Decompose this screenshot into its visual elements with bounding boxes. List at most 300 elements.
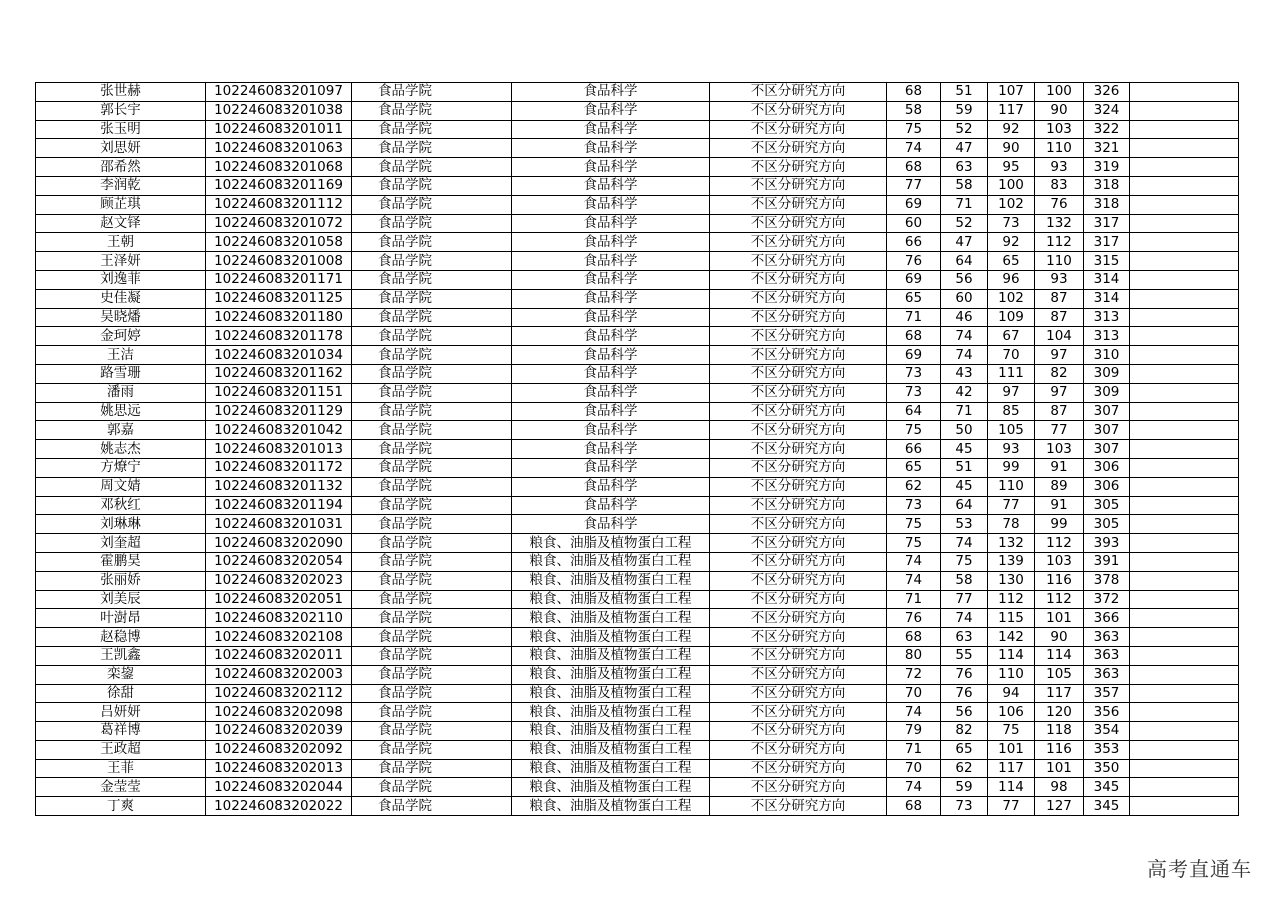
exam-id-cell: 102246083201034 xyxy=(206,346,352,365)
college-cell: 食品学院 xyxy=(352,139,512,158)
major-cell: 粮食、油脂及植物蛋白工程 xyxy=(512,778,710,797)
college-cell: 食品学院 xyxy=(352,83,512,102)
score-subject2-cell: 117 xyxy=(1035,684,1084,703)
exam-id-cell: 102246083201171 xyxy=(206,270,352,289)
score-language-cell: 58 xyxy=(941,176,988,195)
major-cell: 食品科学 xyxy=(512,252,710,271)
table-row xyxy=(36,289,1239,308)
college-cell: 食品学院 xyxy=(352,233,512,252)
total-score-cell: 313 xyxy=(1084,308,1130,327)
college-cell: 食品学院 xyxy=(352,252,512,271)
major-cell: 食品科学 xyxy=(512,327,710,346)
name-cell: 栾鋆 xyxy=(36,665,206,684)
score-subject1-cell: 106 xyxy=(988,703,1035,722)
score-subject2-cell: 76 xyxy=(1035,195,1084,214)
table-row xyxy=(36,477,1239,496)
score-language-cell: 62 xyxy=(941,759,988,778)
score-language-cell: 47 xyxy=(941,233,988,252)
table-row xyxy=(36,590,1239,609)
major-cell: 食品科学 xyxy=(512,233,710,252)
note-cell xyxy=(1130,120,1239,139)
exam-id-cell: 102246083202098 xyxy=(206,703,352,722)
table-row xyxy=(36,440,1239,459)
name-cell: 叶澍昂 xyxy=(36,609,206,628)
score-politics-cell: 79 xyxy=(887,722,941,741)
table-row xyxy=(36,496,1239,515)
table-row xyxy=(36,270,1239,289)
college-cell: 食品学院 xyxy=(352,609,512,628)
score-politics-cell: 72 xyxy=(887,665,941,684)
score-politics-cell: 65 xyxy=(887,289,941,308)
score-language-cell: 56 xyxy=(941,703,988,722)
score-subject2-cell: 87 xyxy=(1035,308,1084,327)
score-politics-cell: 73 xyxy=(887,496,941,515)
total-score-cell: 354 xyxy=(1084,722,1130,741)
score-politics-cell: 70 xyxy=(887,759,941,778)
table-row xyxy=(36,458,1239,477)
major-cell: 食品科学 xyxy=(512,176,710,195)
major-cell: 粮食、油脂及植物蛋白工程 xyxy=(512,759,710,778)
score-politics-cell: 62 xyxy=(887,477,941,496)
score-subject1-cell: 96 xyxy=(988,270,1035,289)
score-language-cell: 56 xyxy=(941,270,988,289)
total-score-cell: 318 xyxy=(1084,195,1130,214)
score-politics-cell: 71 xyxy=(887,590,941,609)
research-direction-cell: 不区分研究方向 xyxy=(710,477,887,496)
major-cell: 食品科学 xyxy=(512,139,710,158)
exam-id-cell: 102246083201132 xyxy=(206,477,352,496)
score-subject1-cell: 99 xyxy=(988,458,1035,477)
table-row xyxy=(36,609,1239,628)
name-cell: 王凯鑫 xyxy=(36,646,206,665)
score-politics-cell: 76 xyxy=(887,252,941,271)
table-row xyxy=(36,421,1239,440)
score-subject1-cell: 107 xyxy=(988,83,1035,102)
table-row xyxy=(36,646,1239,665)
research-direction-cell: 不区分研究方向 xyxy=(710,364,887,383)
score-politics-cell: 64 xyxy=(887,402,941,421)
major-cell: 粮食、油脂及植物蛋白工程 xyxy=(512,609,710,628)
score-subject2-cell: 97 xyxy=(1035,383,1084,402)
total-score-cell: 314 xyxy=(1084,289,1130,308)
exam-id-cell: 102246083202110 xyxy=(206,609,352,628)
major-cell: 粮食、油脂及植物蛋白工程 xyxy=(512,740,710,759)
score-subject1-cell: 105 xyxy=(988,421,1035,440)
score-subject1-cell: 100 xyxy=(988,176,1035,195)
note-cell xyxy=(1130,778,1239,797)
note-cell xyxy=(1130,590,1239,609)
exam-id-cell: 102246083202003 xyxy=(206,665,352,684)
exam-id-cell: 102246083201068 xyxy=(206,158,352,177)
major-cell: 粮食、油脂及植物蛋白工程 xyxy=(512,571,710,590)
score-subject2-cell: 90 xyxy=(1035,628,1084,647)
name-cell: 路雪珊 xyxy=(36,364,206,383)
watermark-text: 高考直通车 xyxy=(1147,857,1252,881)
college-cell: 食品学院 xyxy=(352,628,512,647)
score-language-cell: 76 xyxy=(941,684,988,703)
score-subject2-cell: 103 xyxy=(1035,552,1084,571)
name-cell: 潘雨 xyxy=(36,383,206,402)
total-score-cell: 305 xyxy=(1084,515,1130,534)
table-row xyxy=(36,402,1239,421)
score-subject2-cell: 89 xyxy=(1035,477,1084,496)
exam-id-cell: 102246083202013 xyxy=(206,759,352,778)
score-language-cell: 45 xyxy=(941,477,988,496)
table-row xyxy=(36,740,1239,759)
score-subject2-cell: 114 xyxy=(1035,646,1084,665)
research-direction-cell: 不区分研究方向 xyxy=(710,402,887,421)
major-cell: 食品科学 xyxy=(512,383,710,402)
major-cell: 食品科学 xyxy=(512,440,710,459)
exam-id-cell: 102246083202011 xyxy=(206,646,352,665)
total-score-cell: 363 xyxy=(1084,646,1130,665)
research-direction-cell: 不区分研究方向 xyxy=(710,214,887,233)
total-score-cell: 366 xyxy=(1084,609,1130,628)
score-language-cell: 82 xyxy=(941,722,988,741)
college-cell: 食品学院 xyxy=(352,703,512,722)
total-score-cell: 305 xyxy=(1084,496,1130,515)
score-language-cell: 65 xyxy=(941,740,988,759)
college-cell: 食品学院 xyxy=(352,722,512,741)
note-cell xyxy=(1130,496,1239,515)
college-cell: 食品学院 xyxy=(352,759,512,778)
name-cell: 李润乾 xyxy=(36,176,206,195)
note-cell xyxy=(1130,176,1239,195)
table-row xyxy=(36,778,1239,797)
total-score-cell: 322 xyxy=(1084,120,1130,139)
score-language-cell: 52 xyxy=(941,214,988,233)
name-cell: 刘奎超 xyxy=(36,534,206,553)
college-cell: 食品学院 xyxy=(352,534,512,553)
research-direction-cell: 不区分研究方向 xyxy=(710,289,887,308)
major-cell: 食品科学 xyxy=(512,214,710,233)
note-cell xyxy=(1130,703,1239,722)
exam-id-cell: 102246083201180 xyxy=(206,308,352,327)
score-language-cell: 63 xyxy=(941,628,988,647)
college-cell: 食品学院 xyxy=(352,289,512,308)
total-score-cell: 307 xyxy=(1084,402,1130,421)
note-cell xyxy=(1130,571,1239,590)
research-direction-cell: 不区分研究方向 xyxy=(710,646,887,665)
total-score-cell: 345 xyxy=(1084,778,1130,797)
table-row xyxy=(36,327,1239,346)
exam-id-cell: 102246083201031 xyxy=(206,515,352,534)
score-subject1-cell: 97 xyxy=(988,383,1035,402)
major-cell: 食品科学 xyxy=(512,496,710,515)
college-cell: 食品学院 xyxy=(352,195,512,214)
note-cell xyxy=(1130,214,1239,233)
major-cell: 食品科学 xyxy=(512,346,710,365)
score-language-cell: 64 xyxy=(941,252,988,271)
score-language-cell: 52 xyxy=(941,120,988,139)
total-score-cell: 350 xyxy=(1084,759,1130,778)
total-score-cell: 326 xyxy=(1084,83,1130,102)
name-cell: 金莹莹 xyxy=(36,778,206,797)
note-cell xyxy=(1130,515,1239,534)
score-language-cell: 71 xyxy=(941,402,988,421)
major-cell: 粮食、油脂及植物蛋白工程 xyxy=(512,797,710,816)
score-politics-cell: 68 xyxy=(887,628,941,647)
score-subject2-cell: 112 xyxy=(1035,534,1084,553)
table-row xyxy=(36,364,1239,383)
total-score-cell: 318 xyxy=(1084,176,1130,195)
major-cell: 粮食、油脂及植物蛋白工程 xyxy=(512,552,710,571)
score-subject1-cell: 101 xyxy=(988,740,1035,759)
score-politics-cell: 68 xyxy=(887,83,941,102)
score-politics-cell: 66 xyxy=(887,233,941,252)
exam-id-cell: 102246083201008 xyxy=(206,252,352,271)
major-cell: 粮食、油脂及植物蛋白工程 xyxy=(512,646,710,665)
score-subject2-cell: 77 xyxy=(1035,421,1084,440)
score-politics-cell: 75 xyxy=(887,515,941,534)
research-direction-cell: 不区分研究方向 xyxy=(710,101,887,120)
score-politics-cell: 74 xyxy=(887,703,941,722)
major-cell: 食品科学 xyxy=(512,101,710,120)
score-politics-cell: 68 xyxy=(887,797,941,816)
exam-id-cell: 102246083201194 xyxy=(206,496,352,515)
research-direction-cell: 不区分研究方向 xyxy=(710,440,887,459)
name-cell: 葛祥博 xyxy=(36,722,206,741)
score-subject2-cell: 82 xyxy=(1035,364,1084,383)
research-direction-cell: 不区分研究方向 xyxy=(710,458,887,477)
total-score-cell: 363 xyxy=(1084,628,1130,647)
note-cell xyxy=(1130,684,1239,703)
score-subject1-cell: 117 xyxy=(988,759,1035,778)
score-subject1-cell: 94 xyxy=(988,684,1035,703)
table-row xyxy=(36,176,1239,195)
name-cell: 方燎宁 xyxy=(36,458,206,477)
score-politics-cell: 58 xyxy=(887,101,941,120)
exam-id-cell: 102246083202112 xyxy=(206,684,352,703)
college-cell: 食品学院 xyxy=(352,665,512,684)
college-cell: 食品学院 xyxy=(352,458,512,477)
score-subject1-cell: 75 xyxy=(988,722,1035,741)
name-cell: 史佳凝 xyxy=(36,289,206,308)
note-cell xyxy=(1130,722,1239,741)
exam-id-cell: 102246083202054 xyxy=(206,552,352,571)
score-subject1-cell: 73 xyxy=(988,214,1035,233)
major-cell: 食品科学 xyxy=(512,421,710,440)
exam-id-cell: 102246083201013 xyxy=(206,440,352,459)
name-cell: 徐甜 xyxy=(36,684,206,703)
note-cell xyxy=(1130,440,1239,459)
research-direction-cell: 不区分研究方向 xyxy=(710,383,887,402)
research-direction-cell: 不区分研究方向 xyxy=(710,609,887,628)
name-cell: 姚志杰 xyxy=(36,440,206,459)
total-score-cell: 307 xyxy=(1084,421,1130,440)
score-language-cell: 76 xyxy=(941,665,988,684)
name-cell: 刘逸菲 xyxy=(36,270,206,289)
exam-id-cell: 102246083201038 xyxy=(206,101,352,120)
research-direction-cell: 不区分研究方向 xyxy=(710,421,887,440)
score-politics-cell: 73 xyxy=(887,383,941,402)
score-subject1-cell: 92 xyxy=(988,120,1035,139)
note-cell xyxy=(1130,534,1239,553)
name-cell: 姚思远 xyxy=(36,402,206,421)
research-direction-cell: 不区分研究方向 xyxy=(710,552,887,571)
note-cell xyxy=(1130,364,1239,383)
college-cell: 食品学院 xyxy=(352,740,512,759)
score-language-cell: 53 xyxy=(941,515,988,534)
total-score-cell: 306 xyxy=(1084,477,1130,496)
score-subject2-cell: 116 xyxy=(1035,740,1084,759)
score-language-cell: 43 xyxy=(941,364,988,383)
score-subject2-cell: 104 xyxy=(1035,327,1084,346)
score-politics-cell: 74 xyxy=(887,571,941,590)
table-row xyxy=(36,139,1239,158)
score-language-cell: 51 xyxy=(941,83,988,102)
score-politics-cell: 77 xyxy=(887,176,941,195)
table-row xyxy=(36,233,1239,252)
name-cell: 张世赫 xyxy=(36,83,206,102)
score-subject2-cell: 118 xyxy=(1035,722,1084,741)
major-cell: 食品科学 xyxy=(512,120,710,139)
research-direction-cell: 不区分研究方向 xyxy=(710,590,887,609)
name-cell: 王朝 xyxy=(36,233,206,252)
research-direction-cell: 不区分研究方向 xyxy=(710,534,887,553)
total-score-cell: 314 xyxy=(1084,270,1130,289)
score-politics-cell: 74 xyxy=(887,139,941,158)
table-row xyxy=(36,759,1239,778)
college-cell: 食品学院 xyxy=(352,778,512,797)
score-subject2-cell: 93 xyxy=(1035,158,1084,177)
research-direction-cell: 不区分研究方向 xyxy=(710,158,887,177)
score-politics-cell: 75 xyxy=(887,120,941,139)
note-cell xyxy=(1130,628,1239,647)
exam-id-cell: 102246083202044 xyxy=(206,778,352,797)
note-cell xyxy=(1130,646,1239,665)
score-language-cell: 64 xyxy=(941,496,988,515)
table-row xyxy=(36,383,1239,402)
score-politics-cell: 65 xyxy=(887,458,941,477)
table-row xyxy=(36,534,1239,553)
score-language-cell: 74 xyxy=(941,609,988,628)
score-subject2-cell: 83 xyxy=(1035,176,1084,195)
score-politics-cell: 68 xyxy=(887,327,941,346)
research-direction-cell: 不区分研究方向 xyxy=(710,665,887,684)
table-row xyxy=(36,252,1239,271)
score-subject1-cell: 130 xyxy=(988,571,1035,590)
score-language-cell: 47 xyxy=(941,139,988,158)
research-direction-cell: 不区分研究方向 xyxy=(710,778,887,797)
name-cell: 邓秋红 xyxy=(36,496,206,515)
major-cell: 食品科学 xyxy=(512,308,710,327)
table-row xyxy=(36,214,1239,233)
name-cell: 赵文铎 xyxy=(36,214,206,233)
score-subject1-cell: 110 xyxy=(988,665,1035,684)
score-subject2-cell: 112 xyxy=(1035,233,1084,252)
score-subject1-cell: 85 xyxy=(988,402,1035,421)
table-row xyxy=(36,684,1239,703)
exam-id-cell: 102246083201172 xyxy=(206,458,352,477)
college-cell: 食品学院 xyxy=(352,120,512,139)
score-subject2-cell: 99 xyxy=(1035,515,1084,534)
research-direction-cell: 不区分研究方向 xyxy=(710,722,887,741)
score-subject1-cell: 142 xyxy=(988,628,1035,647)
note-cell xyxy=(1130,797,1239,816)
score-subject2-cell: 101 xyxy=(1035,609,1084,628)
score-language-cell: 59 xyxy=(941,778,988,797)
major-cell: 食品科学 xyxy=(512,515,710,534)
major-cell: 食品科学 xyxy=(512,270,710,289)
total-score-cell: 324 xyxy=(1084,101,1130,120)
score-politics-cell: 80 xyxy=(887,646,941,665)
score-subject1-cell: 112 xyxy=(988,590,1035,609)
table-row xyxy=(36,703,1239,722)
total-score-cell: 391 xyxy=(1084,552,1130,571)
research-direction-cell: 不区分研究方向 xyxy=(710,515,887,534)
note-cell xyxy=(1130,402,1239,421)
table-row xyxy=(36,515,1239,534)
research-direction-cell: 不区分研究方向 xyxy=(710,759,887,778)
total-score-cell: 310 xyxy=(1084,346,1130,365)
exam-id-cell: 102246083202023 xyxy=(206,571,352,590)
note-cell xyxy=(1130,195,1239,214)
score-subject1-cell: 92 xyxy=(988,233,1035,252)
score-language-cell: 51 xyxy=(941,458,988,477)
exam-id-cell: 102246083202092 xyxy=(206,740,352,759)
note-cell xyxy=(1130,139,1239,158)
score-subject2-cell: 91 xyxy=(1035,496,1084,515)
table-row xyxy=(36,797,1239,816)
college-cell: 食品学院 xyxy=(352,346,512,365)
score-language-cell: 50 xyxy=(941,421,988,440)
score-subject2-cell: 110 xyxy=(1035,139,1084,158)
name-cell: 郭长宇 xyxy=(36,101,206,120)
research-direction-cell: 不区分研究方向 xyxy=(710,233,887,252)
name-cell: 金珂婷 xyxy=(36,327,206,346)
name-cell: 王菲 xyxy=(36,759,206,778)
exam-id-cell: 102246083201058 xyxy=(206,233,352,252)
score-politics-cell: 69 xyxy=(887,270,941,289)
total-score-cell: 353 xyxy=(1084,740,1130,759)
score-language-cell: 59 xyxy=(941,101,988,120)
note-cell xyxy=(1130,308,1239,327)
college-cell: 食品学院 xyxy=(352,101,512,120)
college-cell: 食品学院 xyxy=(352,515,512,534)
note-cell xyxy=(1130,477,1239,496)
note-cell xyxy=(1130,609,1239,628)
total-score-cell: 309 xyxy=(1084,364,1130,383)
major-cell: 食品科学 xyxy=(512,364,710,383)
major-cell: 粮食、油脂及植物蛋白工程 xyxy=(512,628,710,647)
score-language-cell: 77 xyxy=(941,590,988,609)
score-subject1-cell: 102 xyxy=(988,289,1035,308)
score-politics-cell: 71 xyxy=(887,308,941,327)
score-language-cell: 63 xyxy=(941,158,988,177)
name-cell: 吕妍妍 xyxy=(36,703,206,722)
table-row xyxy=(36,158,1239,177)
research-direction-cell: 不区分研究方向 xyxy=(710,684,887,703)
exam-id-cell: 102246083201097 xyxy=(206,83,352,102)
note-cell xyxy=(1130,346,1239,365)
score-language-cell: 58 xyxy=(941,571,988,590)
name-cell: 王泽妍 xyxy=(36,252,206,271)
major-cell: 粮食、油脂及植物蛋白工程 xyxy=(512,665,710,684)
college-cell: 食品学院 xyxy=(352,158,512,177)
exam-id-cell: 102246083201178 xyxy=(206,327,352,346)
score-subject2-cell: 103 xyxy=(1035,120,1084,139)
exam-id-cell: 102246083201063 xyxy=(206,139,352,158)
score-subject1-cell: 139 xyxy=(988,552,1035,571)
score-subject2-cell: 90 xyxy=(1035,101,1084,120)
research-direction-cell: 不区分研究方向 xyxy=(710,176,887,195)
score-subject2-cell: 98 xyxy=(1035,778,1084,797)
score-subject2-cell: 120 xyxy=(1035,703,1084,722)
name-cell: 王洁 xyxy=(36,346,206,365)
major-cell: 食品科学 xyxy=(512,289,710,308)
score-politics-cell: 74 xyxy=(887,778,941,797)
